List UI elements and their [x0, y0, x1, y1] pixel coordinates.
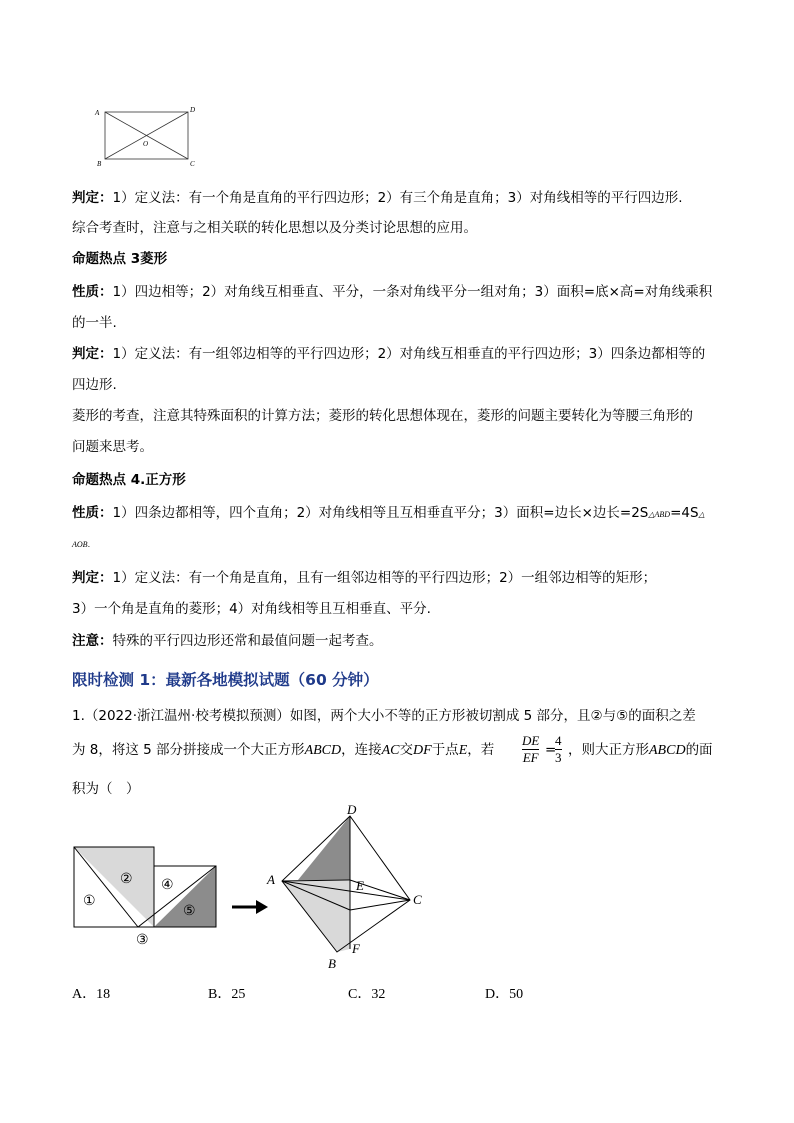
rhombus-heading: 命题热点 3菱形	[72, 251, 168, 267]
square-property-end: .	[87, 540, 91, 549]
line-a-horizontal	[282, 880, 350, 881]
label-o: O	[143, 140, 149, 148]
square-property-sub2: AOB	[72, 540, 88, 549]
q-text-e2: ，若	[467, 742, 495, 758]
label-d: D	[190, 106, 196, 114]
rhombus-judge-line1	[72, 345, 705, 363]
option-c[interactable]	[348, 983, 385, 1003]
rhombus-property-line2: 的一半.	[72, 315, 117, 331]
rhombus-property-text: 1）四边相等；2）对角线互相垂直、平分，一条对角线平分一组对角；3）面积=底×高=对角线乘积	[112, 284, 713, 300]
section-title: 限时检测 1：最新各地模拟试题（60 分钟）	[72, 671, 379, 689]
label-c: C	[413, 892, 422, 907]
option-a-letter: A．	[72, 987, 97, 1002]
q-text-d: 于点	[431, 742, 459, 758]
square-property-line1	[72, 504, 705, 524]
q-df: DF	[413, 743, 432, 758]
square-judge-label: 判定：	[72, 570, 113, 586]
figure-square-abcd	[262, 804, 432, 976]
q-ac: AC	[381, 743, 400, 758]
square-property-mid: =4S	[670, 505, 699, 521]
square-judge-line2: 3）一个角是直角的菱形；4）对角线相等且互相垂直、平分.	[72, 601, 431, 617]
frac2-den: 3	[555, 750, 562, 765]
q-text-a: 为 8，将这 5 部分拼接成一个大正方形	[72, 742, 305, 758]
label-region-2: ②	[120, 872, 133, 887]
square-note-label: 注意：	[72, 633, 113, 649]
label-e: E	[356, 878, 364, 893]
label-c: C	[190, 160, 195, 168]
rhombus-judge-text: 1）定义法：有一组邻边相等的平行四边形；2）对角线互相垂直的平行四边形；3）四条边都相等的	[112, 346, 706, 362]
label-region-1: ①	[83, 894, 96, 909]
figure-two-squares	[70, 842, 222, 950]
fraction-de-ef	[522, 733, 539, 766]
rhombus-judge-line2: 四边形.	[72, 377, 117, 393]
square-judge-text: 1）定义法：有一个角是直角，且有一组邻边相等的平行四边形；2）一组邻边相等的矩形；	[112, 570, 657, 586]
option-c-value: 32	[371, 987, 386, 1002]
rectangle-figure	[92, 102, 204, 170]
question-line1: 1.（2022·浙江温州·校考模拟预测）如图，两个大小不等的正方形被切割成 5 部分，且②与⑤的面积之差	[72, 708, 696, 724]
q-abcd: ABCD	[304, 743, 342, 758]
label-b: B	[97, 160, 102, 168]
option-b[interactable]	[208, 983, 245, 1003]
option-d[interactable]	[485, 983, 523, 1003]
region-2	[74, 847, 154, 927]
frac1-num: DE	[522, 733, 540, 748]
square-property-text: 1）四条边都相等，四个直角；2）对角线相等且互相垂直平分；3）面积=边长×边长=2S	[112, 505, 649, 521]
label-d: D	[347, 804, 357, 817]
label-b: B	[328, 956, 336, 971]
rect-summary: 综合考查时，注意与之相关联的转化思想以及分类讨论思想的应用。	[72, 220, 477, 236]
q-text-b: ，连接	[341, 742, 382, 758]
q-abcd2: ABCD	[649, 743, 686, 758]
fraction-4-3	[555, 733, 562, 766]
q-text-f: ，则大正方形	[568, 742, 649, 758]
square-heading: 命题热点 4.正方形	[72, 472, 186, 488]
rhombus-property-label: 性质：	[72, 284, 113, 300]
option-d-value: 50	[509, 987, 524, 1002]
option-b-value: 25	[231, 987, 246, 1002]
square-note-text: 特殊的平行四边形还常和最值问题一起考查。	[112, 633, 383, 649]
q-text-c: 交	[399, 742, 414, 758]
frac-eq: =	[545, 742, 557, 758]
q-text-g: 的面	[685, 742, 713, 758]
rhombus-note-line2: 问题来思考。	[72, 439, 153, 455]
label-region-5: ⑤	[183, 904, 196, 919]
square-property-label: 性质：	[72, 505, 113, 521]
rect-judge-text: 1）定义法：有一个角是直角的平行四边形；2）有三个角是直角；3）对角线相等的平行四边形.	[112, 190, 683, 206]
label-region-3: ③	[136, 933, 149, 948]
label-region-4: ④	[161, 878, 174, 893]
rect-judge-label: 判定：	[72, 190, 113, 206]
rhombus-judge-label: 判定：	[72, 346, 113, 362]
option-d-letter: D．	[485, 987, 510, 1002]
dark-region	[298, 816, 350, 880]
square-property-line2	[72, 536, 90, 554]
square-judge-line1	[72, 569, 656, 587]
square-property-tri: △	[698, 510, 705, 519]
option-c-letter: C．	[348, 987, 372, 1002]
frac2-num: 4	[555, 733, 562, 748]
square-note-line	[72, 632, 383, 650]
frac1-den: EF	[522, 750, 539, 765]
rhombus-property-line1	[72, 283, 712, 301]
line-lower-to-c	[350, 900, 410, 910]
question-line3: 积为（ ）	[72, 781, 140, 797]
square-property-sub1: △ABD	[648, 510, 671, 519]
label-a: A	[95, 109, 100, 117]
rhombus-note-line1: 菱形的考查，注意其特殊面积的计算方法；菱形的转化思想体现在，菱形的问题主要转化为等腰三角形的	[72, 408, 693, 424]
question-line2	[72, 741, 494, 760]
label-f: F	[352, 941, 360, 956]
light-region	[282, 881, 350, 952]
q-e: E	[458, 743, 468, 758]
option-a[interactable]	[72, 983, 110, 1003]
rect-judge-line	[72, 189, 683, 207]
question-line2-end	[568, 741, 713, 760]
option-a-value: 18	[96, 987, 111, 1002]
label-a: A	[267, 872, 275, 887]
option-b-letter: B．	[208, 987, 232, 1002]
